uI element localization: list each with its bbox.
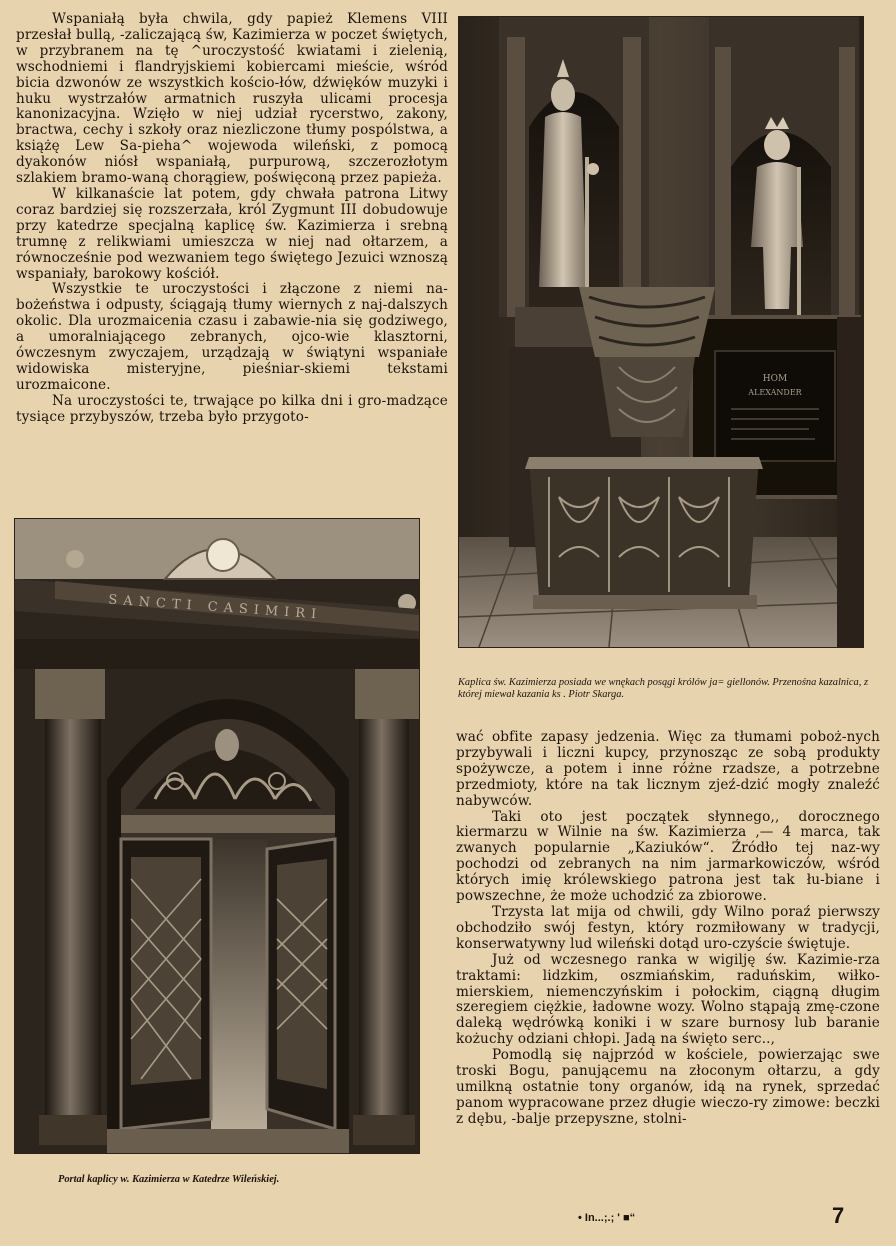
paragraph: Już od wczesnego ranka w wigilję św. Kazimie-rza traktami: lidzkim, oszmiańskim, raduńskim, wiłko-mierskiem, niemenczyńskim i połockim, ciągną długim szeregiem ciężkie, ładowne wozy. Wolno stąpają zmę-czone daleką wędrówką koniki i w szare burnosy lub baranie kożuchy odziani chłopi. Jadą na święto serc..,	[456, 951, 880, 1048]
footer-mark: • In...;.; ' ■“	[578, 1212, 636, 1224]
chapel-illustration	[459, 17, 863, 647]
portal-photo	[14, 518, 420, 1154]
paragraph: W kilkanaście lat potem, gdy chwała patrona Litwy coraz bardziej się rozszerzała, król Zygmunt III dobudowuje przy katedrze specjalną kaplicę św. Kazimierza i srebną trumnę z relikwiami umieszcza w niej nad ołtarzem, a równocześnie pod wezwaniem tego świętego Jezuici wznoszą wspaniały, barokowy kościół.	[16, 185, 448, 282]
article-column-left	[16, 12, 448, 426]
portal-illustration	[15, 519, 419, 1153]
paragraph: Taki oto jest początek słynnego,, dorocznego kiermarzu w Wilnie na św. Kazimierza ,— 4 marca, tak zwanych popularnie „Kaziuków“. Źródło tej naz-wy pochodzi od zebranych na nim jarmarkowiczów, wśród których imię królewskiego patrona jest tak łu-biane i powszechne, że może uchodzić za zbiorowe.	[456, 808, 880, 905]
paragraph: Pomodlą się najprzód w kościele, powierzając swe troski Bogu, panującemu na złoconym ołtarzu, a gdy umilkną ostatnie tony organów, idą na rynek, sprzedać panom wypracowane przez długie wieczo-ry zimowe: beczki z dębu, -balje przepyszne, stolni-	[456, 1047, 880, 1127]
page-number: 7	[832, 1203, 845, 1228]
chapel-photo	[458, 16, 864, 648]
portal-caption: Portal kaplicy w. Kazimierza w Katedrze Wileńskiej.	[58, 1174, 280, 1185]
paragraph: Trzysta lat mija od chwili, gdy Wilno poraź pierwszy obchodziło swój festyn, który rozmiłowany w tradycji, konserwatywny lud wileński dotąd uro-czyście świętuje.	[456, 903, 880, 952]
article-column-right	[456, 730, 880, 1128]
paragraph: Wspaniałą była chwila, gdy papież Klemens VIII przesłał bullą, -zaliczającą św, Kazimierza w poczet świętych, w przybranem na tę ^uroczystość kwiatami i zielenią, wschodniemi i flandryjskiemi kobiercami mieście, wśród bicia dzwonów ze wszystkich kościo-łów, dźwięków muzyki i huku wystrzałów armatnich ruszyła ulicami procesja kanonizacyjna. Wzięło w niej udział rycerstwo, zakony, bractwa, cechy i szkoły oraz niezliczone tłumy pospólstwa, a książę Lew Sa-pieha^ wojewoda wileński, z pomocą dyakonów niósł wspaniałą, purpurową, szczerozłotym szlakiem bramo-waną chorągiew, poświęconą przez papieża.	[16, 11, 448, 187]
plaque-line-2: ALEXANDER	[748, 388, 802, 397]
portal-inscription: SANCTI CASIMIRI	[107, 592, 323, 623]
paragraph: wać obfite zapasy jedzenia. Więc za tłumami poboż-nych przybywali i liczni kupcy, przynosząc ze sobą produkty spożywcze, a potem i inne różne rzadsze, a potrzebne przedmioty, które na tak licznym zjeź-dzić mogły znaleźć nabywców.	[456, 729, 880, 809]
plaque-line-1: HOM	[762, 374, 788, 384]
chapel-caption: Kaplica św. Kazimierza posiada we wnękach posągi królów ja= giellonów. Przenośna kazalnica, z której miewał kazania ks . Piotr Skarga.	[458, 677, 868, 701]
paragraph: Na uroczystości te, trwające po kilka dni i gro-madzące tysiące przybyszów, trzeba było przygoto-	[16, 392, 448, 425]
paragraph: Wszystkie te uroczystości i złączone z niemi na-bożeństwa i odpusty, ściągają tłumy wiernych z naj-dalszych okolic. Dla urozmaicenia czasu i zabawie-nia się godziwego, a umoralniającego zebranych, ojco-wie klasztorni, ówczesnym zwyczajem, urządzają w świątyni wspaniałe widowiska misteryjne, pieśniar-skiemi tekstami urozmaicone.	[16, 281, 448, 393]
